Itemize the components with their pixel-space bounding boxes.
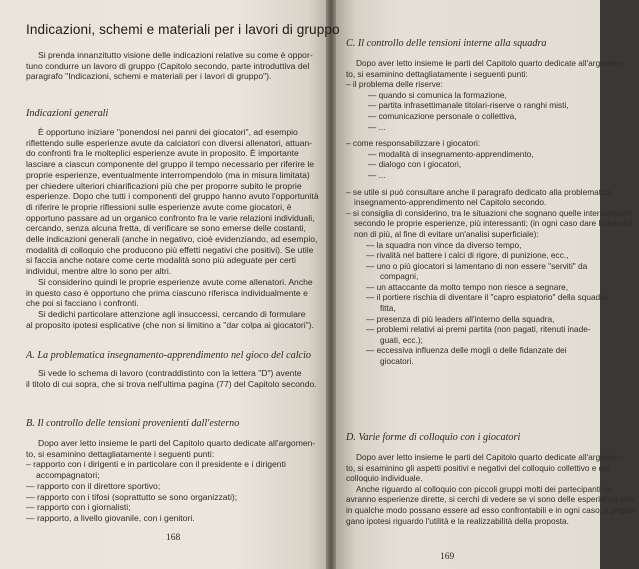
section-c-line: secondo le proprie esperienze, più interessanti; (in ogni caso dare la priorità [354, 218, 633, 229]
intro-line: Si prenda innanzitutto visione delle indicazioni relative su come è oppor- [38, 50, 313, 60]
section-c-line: to, si esaminino dettagliatamente i seguenti punti: [346, 68, 528, 79]
section-a-line: il titolo di cui sopra, che si trova nell'ultima pagina (77) del Capitolo secondo. [26, 378, 317, 389]
section-b-line: — rapporto con il direttore sportivo; [26, 480, 161, 491]
section-d-line: to, si esaminino gli aspetti positivi e negativi del colloquio collettivo e del [346, 462, 610, 473]
section-c-line: — il portiere rischia di diventare il "capro espiatorio" della squadra [366, 292, 608, 303]
section-c-line: — ... [368, 121, 386, 132]
general-line: opportuno passare ad un organico confronto fra le varie relazioni individuali, [26, 212, 315, 223]
general-line: individui, mentre altre lo sono per altri. [26, 266, 172, 277]
section-c-line: – se utile si può consultare anche il paragrafo dedicato alla problematica [346, 186, 612, 197]
section-b-paragraph [26, 438, 315, 524]
general-line: che poi si facciano i confronti. [26, 298, 139, 309]
general-line: delle indicazioni generali (anche in negativo, cioè evidenziando, ad esempio, [26, 234, 318, 245]
section-c-line: insegnamento-apprendimento nel Capitolo secondo. [354, 197, 547, 208]
section-c-line: – si consiglia di considerino, tra le situazioni che sognano quelle interrompenti [346, 207, 632, 218]
general-line: in questo caso è opportuno che prima ciascuno riferisca individualmente e [26, 287, 308, 298]
section-c-line: — eccessiva influenza delle mogli o delle fidanzate dei [366, 345, 567, 356]
section-heading-c: C. Il controllo delle tensioni interne alla squadra [346, 38, 547, 49]
section-b-line: — rapporto con i giornalisti; [26, 502, 131, 513]
section-b-line: — rapporto con i tifosi (soprattutto se sono organizzati); [26, 491, 238, 502]
section-a-paragraph [26, 368, 317, 389]
general-line: Si dedichi particolare attenzione agli insuccessi, cercando di formulare [38, 308, 306, 319]
chapter-title: Indicazioni, schemi e materiali per i lavori di gruppo [26, 22, 340, 37]
section-c-line: — problemi relativi ai premi partita (non pagati, ritenuti inade- [366, 324, 591, 335]
intro-paragraph [26, 50, 313, 82]
section-c-line: — rivalità nel battere i calci di rigore, di punizione, ecc., [366, 250, 569, 261]
general-line: È opportuno iniziare "ponendosi nei panni dei giocatori", ad esempio [38, 127, 298, 137]
section-heading-d: D. Varie forme di colloquio con i giocatori [346, 432, 521, 443]
section-c-line: — ... [368, 169, 386, 180]
general-line: cercando, senza alcuna fretta, di verificare se sono emerse delle costanti, [26, 223, 306, 234]
section-c-line: – come responsabilizzare i giocatori: [346, 138, 481, 149]
section-b-line: to, si esaminino dettagliatamente i seguenti punti: [26, 448, 215, 459]
section-heading-a: A. La problematica insegnamento-apprendimento nel gioco del calcio [26, 350, 312, 361]
section-c-line: – il problema delle riserve: [346, 79, 443, 90]
section-c-line: — dialogo con i giocatori, [368, 159, 462, 170]
general-line: proprie esperienze, eventualmente interrompendolo (ma in misura limitata) [26, 169, 310, 180]
general-line: si faccia anche notare come certe modalità sono più adeguate per certi [26, 255, 296, 266]
general-line: do confronti fra le molteplici esperienze avute in proposito. È importante [26, 148, 299, 159]
section-c-line: Dopo aver letto insieme le parti del Capitolo quarto dedicate all'argomen- [356, 58, 624, 68]
right-page-content [346, 0, 639, 569]
intro-line: paragrafo "Indicazioni, schemi e materiali per i lavori di gruppo"). [26, 71, 272, 82]
page-number-right: 169 [440, 552, 455, 562]
section-c-line: — un attaccante da molto tempo non riesce a segnare, [366, 281, 569, 292]
section-c-paragraph [346, 58, 633, 367]
section-d-line: gano ipotesi riguardo l'utilità e la realizzabilità della proposta. [346, 515, 569, 526]
section-b-line: – rapporto con i dirigenti e in particolare con il presidente e i dirigenti [26, 459, 286, 470]
section-c-line: — uno o più giocatori si lamentano di non essere "serviti" da [366, 260, 588, 271]
section-c-line: non di più, al fine di evitare un'analisi superficiale): [354, 228, 539, 239]
section-c-line: compagni, [380, 271, 419, 282]
section-c-line: fitta, [380, 303, 396, 314]
section-c-line: — quando si comunica la formazione, [368, 89, 507, 100]
intro-line: tuno condurre un lavoro di gruppo (Capitolo secondo, parte introduttiva del [26, 60, 310, 71]
section-a-line: Si vede lo schema di lavoro (contraddistinto con la lettera "D") avente [38, 368, 302, 378]
general-line: per chiedere ulteriori chiarificazioni più che per proporre subito le proprie [26, 180, 302, 191]
general-line: lasciare a ciascun componente del gruppo il tempo necessario per riferire le [26, 159, 315, 170]
section-c-line: guati, ecc.); [380, 334, 423, 345]
section-d-line: Anche riguardo al colloquio con piccoli gruppi molti dei partecipanti no [356, 483, 613, 494]
section-d-line: avranno esperienze dirette, si cerchi di vedere se vi sono delle esperienze che [346, 494, 634, 505]
section-c-line: — partita infrasettimanale titolari-riserve o ranghi misti, [368, 100, 569, 111]
section-heading-general: Indicazioni generali [26, 108, 109, 119]
general-line: esperienze. Dopo che tutti i componenti del gruppo hanno avuto l'opportunità [26, 191, 319, 202]
section-b-line: accompagnatori; [36, 470, 100, 481]
general-paragraph [26, 127, 319, 330]
section-heading-b: B. Il controllo delle tensioni provenienti dall'esterno [26, 418, 240, 429]
section-d-paragraph [346, 452, 639, 526]
section-c-line: giocatori. [380, 356, 414, 367]
general-line: riflettendo sulle esperienze avute da calciatori con diversi allenatori, attuan- [26, 137, 313, 148]
general-line: modalità di colloquio che producono più effetti negativi che positivi). Se utile [26, 244, 314, 255]
section-d-line: in qualche modo possano essere ad esso confrontabili e in ogni caso si propon- [346, 504, 639, 515]
section-c-line: — presenza di più leaders all'interno della squadra, [366, 313, 555, 324]
general-line: di riferire le proprie riflessioni sulle esperienze avute come giocatori, è [26, 201, 292, 212]
section-b-line: — rapporto, a livello giovanile, con i genitori. [26, 512, 195, 523]
general-line: Si considerino quindi le proprie esperienze avute come allenatori. Anche [38, 276, 313, 287]
section-d-line: Dopo aver letto insieme le parti del Capitolo quarto dedicate all'argomen- [356, 452, 624, 462]
book-gutter [326, 0, 336, 569]
page-number-left: 168 [166, 533, 181, 543]
section-c-line: — comunicazione personale o collettiva, [368, 110, 517, 121]
general-line: al proposito ipotesi esplicative (che non si limitino a "dar colpa ai giocatori"). [26, 319, 314, 330]
section-b-line: Dopo aver letto insieme le parti del Capitolo quarto dedicate all'argomen- [38, 438, 316, 448]
section-c-line: — modalità di insegnamento-apprendimento, [368, 148, 534, 159]
section-c-line: — la squadra non vince da diverso tempo, [366, 239, 522, 250]
section-d-line: colloquio individuale. [346, 473, 423, 484]
